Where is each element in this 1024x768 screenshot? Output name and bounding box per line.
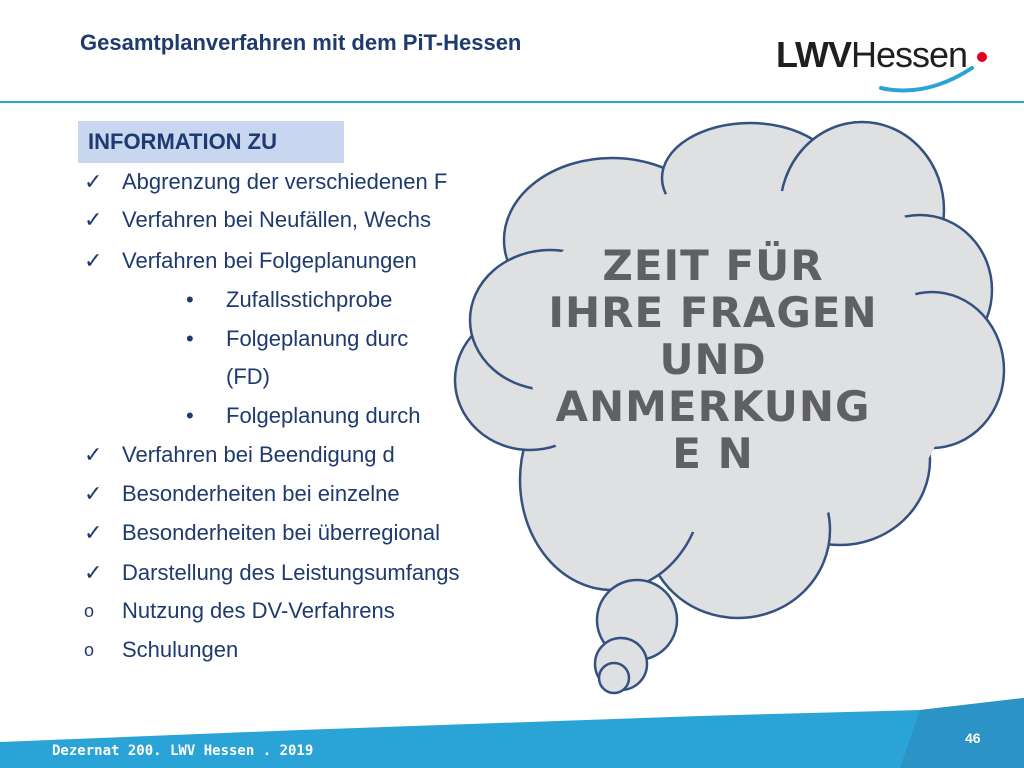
cloud-question-text: ZEIT FÜR IHRE FRAGEN UND ANMERKUNGE N [548,241,878,478]
check-icon: ✓ [84,520,103,545]
open-circle-icon: o [84,640,95,660]
list-item: Schulungen [122,637,239,662]
slide-title: Gesamtplanverfahren mit dem PiT-Hessen [80,30,522,55]
bullet-icon: • [186,326,194,351]
list-item: Abgrenzung der verschiedenen F [122,169,448,194]
list-item: Besonderheiten bei überregional [122,520,441,545]
list-item: Nutzung des DV-Verfahrens [122,598,395,623]
sub-list-item: Folgeplanung durch [226,403,421,428]
sub-list-item: Folgeplanung durc [226,326,409,351]
check-icon: ✓ [84,248,103,273]
check-icon: ✓ [84,442,103,467]
list-item: Besonderheiten bei einzelne [122,481,400,506]
list-item: Verfahren bei Folgeplanungen [122,248,417,273]
list-item: Darstellung des Leistungsumfangs [122,560,460,585]
logo-text-bold: LWV [776,34,851,75]
bullet-icon: • [186,403,194,428]
check-icon: ✓ [84,169,103,194]
check-icon: ✓ [84,481,103,506]
sub-list-item: Zufallsstichprobe [226,287,393,312]
footer-text: Dezernat 200. LWV Hessen . 2019 [52,743,314,759]
list-item: Verfahren bei Neufällen, Wechs [122,207,431,232]
check-icon: ✓ [84,207,103,232]
open-circle-icon: o [84,601,95,621]
sub-list-item-continuation: (FD) [226,364,270,389]
bullet-icon: • [186,287,194,312]
information-badge: INFORMATION ZU [78,121,344,163]
check-icon: ✓ [84,560,103,585]
page-number: 46 [965,730,981,746]
list-item: Verfahren bei Beendigung d [122,442,395,467]
logo-text-regular: Hessen [851,34,968,75]
